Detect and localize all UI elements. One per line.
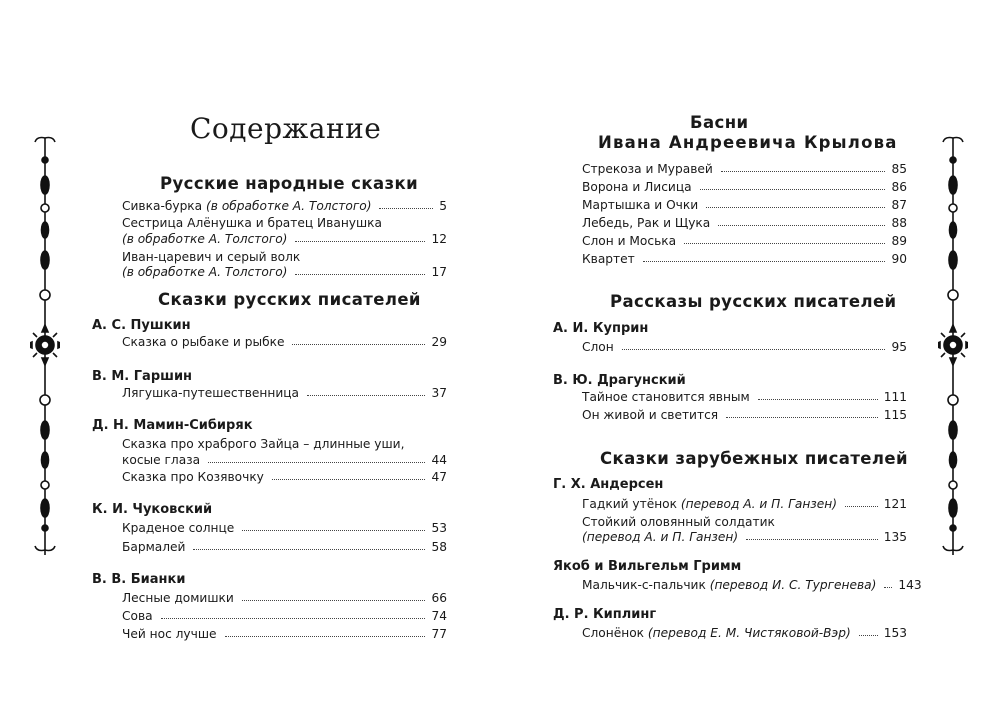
toc-entry[interactable]: Сказка про Козявочку 47	[122, 470, 447, 484]
toc-entry[interactable]: Бармалей 58	[122, 540, 447, 554]
section-heading-foreign: Сказки зарубежных писателей	[600, 449, 908, 468]
folk-ornament-icon	[938, 130, 968, 560]
toc-entry[interactable]: Мальчик-с-пальчик (перевод И. С. Тургенева) 143	[582, 578, 922, 592]
toc-entry[interactable]: косые глаза 44	[122, 453, 447, 467]
toc-entry[interactable]: Гадкий утёнок (перевод А. и П. Ганзен) 121	[582, 497, 907, 511]
toc-entry[interactable]: Стрекоза и Муравей 85	[582, 162, 907, 176]
author-name: К. И. Чуковский	[92, 502, 213, 517]
toc-entry[interactable]: Чей нос лучше 77	[122, 627, 447, 641]
toc-entry[interactable]: Мартышка и Очки 87	[582, 198, 907, 212]
toc-entry-line[interactable]: Сестрица Алёнушка и братец Иванушка	[122, 216, 382, 230]
section-heading-stories: Рассказы русских писателей	[610, 292, 897, 311]
toc-entry-line[interactable]: Сказка про храброго Зайца – длинные уши,	[122, 437, 405, 451]
toc-entry[interactable]: Слон 95	[582, 340, 907, 354]
section-heading-writers: Сказки русских писателей	[158, 290, 421, 309]
author-name: В. В. Бианки	[92, 572, 186, 587]
author-name: В. Ю. Драгунский	[553, 373, 686, 388]
toc-entry[interactable]: Сивка-бурка (в обработке А. Толстого) 5	[122, 199, 447, 213]
toc-entry[interactable]: Краденое солнце 53	[122, 521, 447, 535]
author-name: Д. Н. Мамин-Сибиряк	[92, 418, 253, 433]
toc-entry[interactable]: Ворона и Лисица 86	[582, 180, 907, 194]
author-name: В. М. Гаршин	[92, 369, 193, 384]
toc-entry[interactable]: (в обработке А. Толстого) 12	[122, 232, 447, 246]
section-heading-folk: Русские народные сказки	[160, 174, 419, 193]
toc-entry[interactable]: Квартет 90	[582, 252, 907, 266]
page-title: Содержание	[190, 112, 382, 145]
toc-entry[interactable]: Он живой и светится 115	[582, 408, 907, 422]
folk-ornament-icon	[30, 130, 60, 560]
author-name: А. И. Куприн	[553, 321, 649, 336]
toc-entry-line[interactable]: Стойкий оловянный солдатик	[582, 515, 775, 529]
toc-entry[interactable]: Слонёнок (перевод Е. М. Чистяковой-Вэр) 153	[582, 626, 907, 640]
toc-entry[interactable]: Лесные домишки 66	[122, 591, 447, 605]
toc-entry[interactable]: Лягушка-путешественница 37	[122, 386, 447, 400]
toc-entry-line[interactable]: Иван-царевич и серый волк	[122, 250, 301, 264]
toc-entry[interactable]: Сказка о рыбаке и рыбке 29	[122, 335, 447, 349]
toc-entry[interactable]: Сова 74	[122, 609, 447, 623]
author-name: Д. Р. Киплинг	[553, 607, 657, 622]
section-heading-krylov-name: Ивана Андреевича Крылова	[598, 133, 898, 152]
toc-entry[interactable]: Тайное становится явным 111	[582, 390, 907, 404]
author-name: Г. Х. Андерсен	[553, 477, 664, 492]
author-name: Якоб и Вильгельм Гримм	[553, 559, 742, 574]
section-heading-krylov: Басни	[690, 113, 749, 132]
toc-entry[interactable]: Лебедь, Рак и Щука 88	[582, 216, 907, 230]
toc-entry[interactable]: (перевод А. и П. Ганзен) 135	[582, 530, 907, 544]
author-name: А. С. Пушкин	[92, 318, 191, 333]
toc-entry[interactable]: (в обработке А. Толстого) 17	[122, 265, 447, 279]
toc-entry[interactable]: Слон и Моська 89	[582, 234, 907, 248]
